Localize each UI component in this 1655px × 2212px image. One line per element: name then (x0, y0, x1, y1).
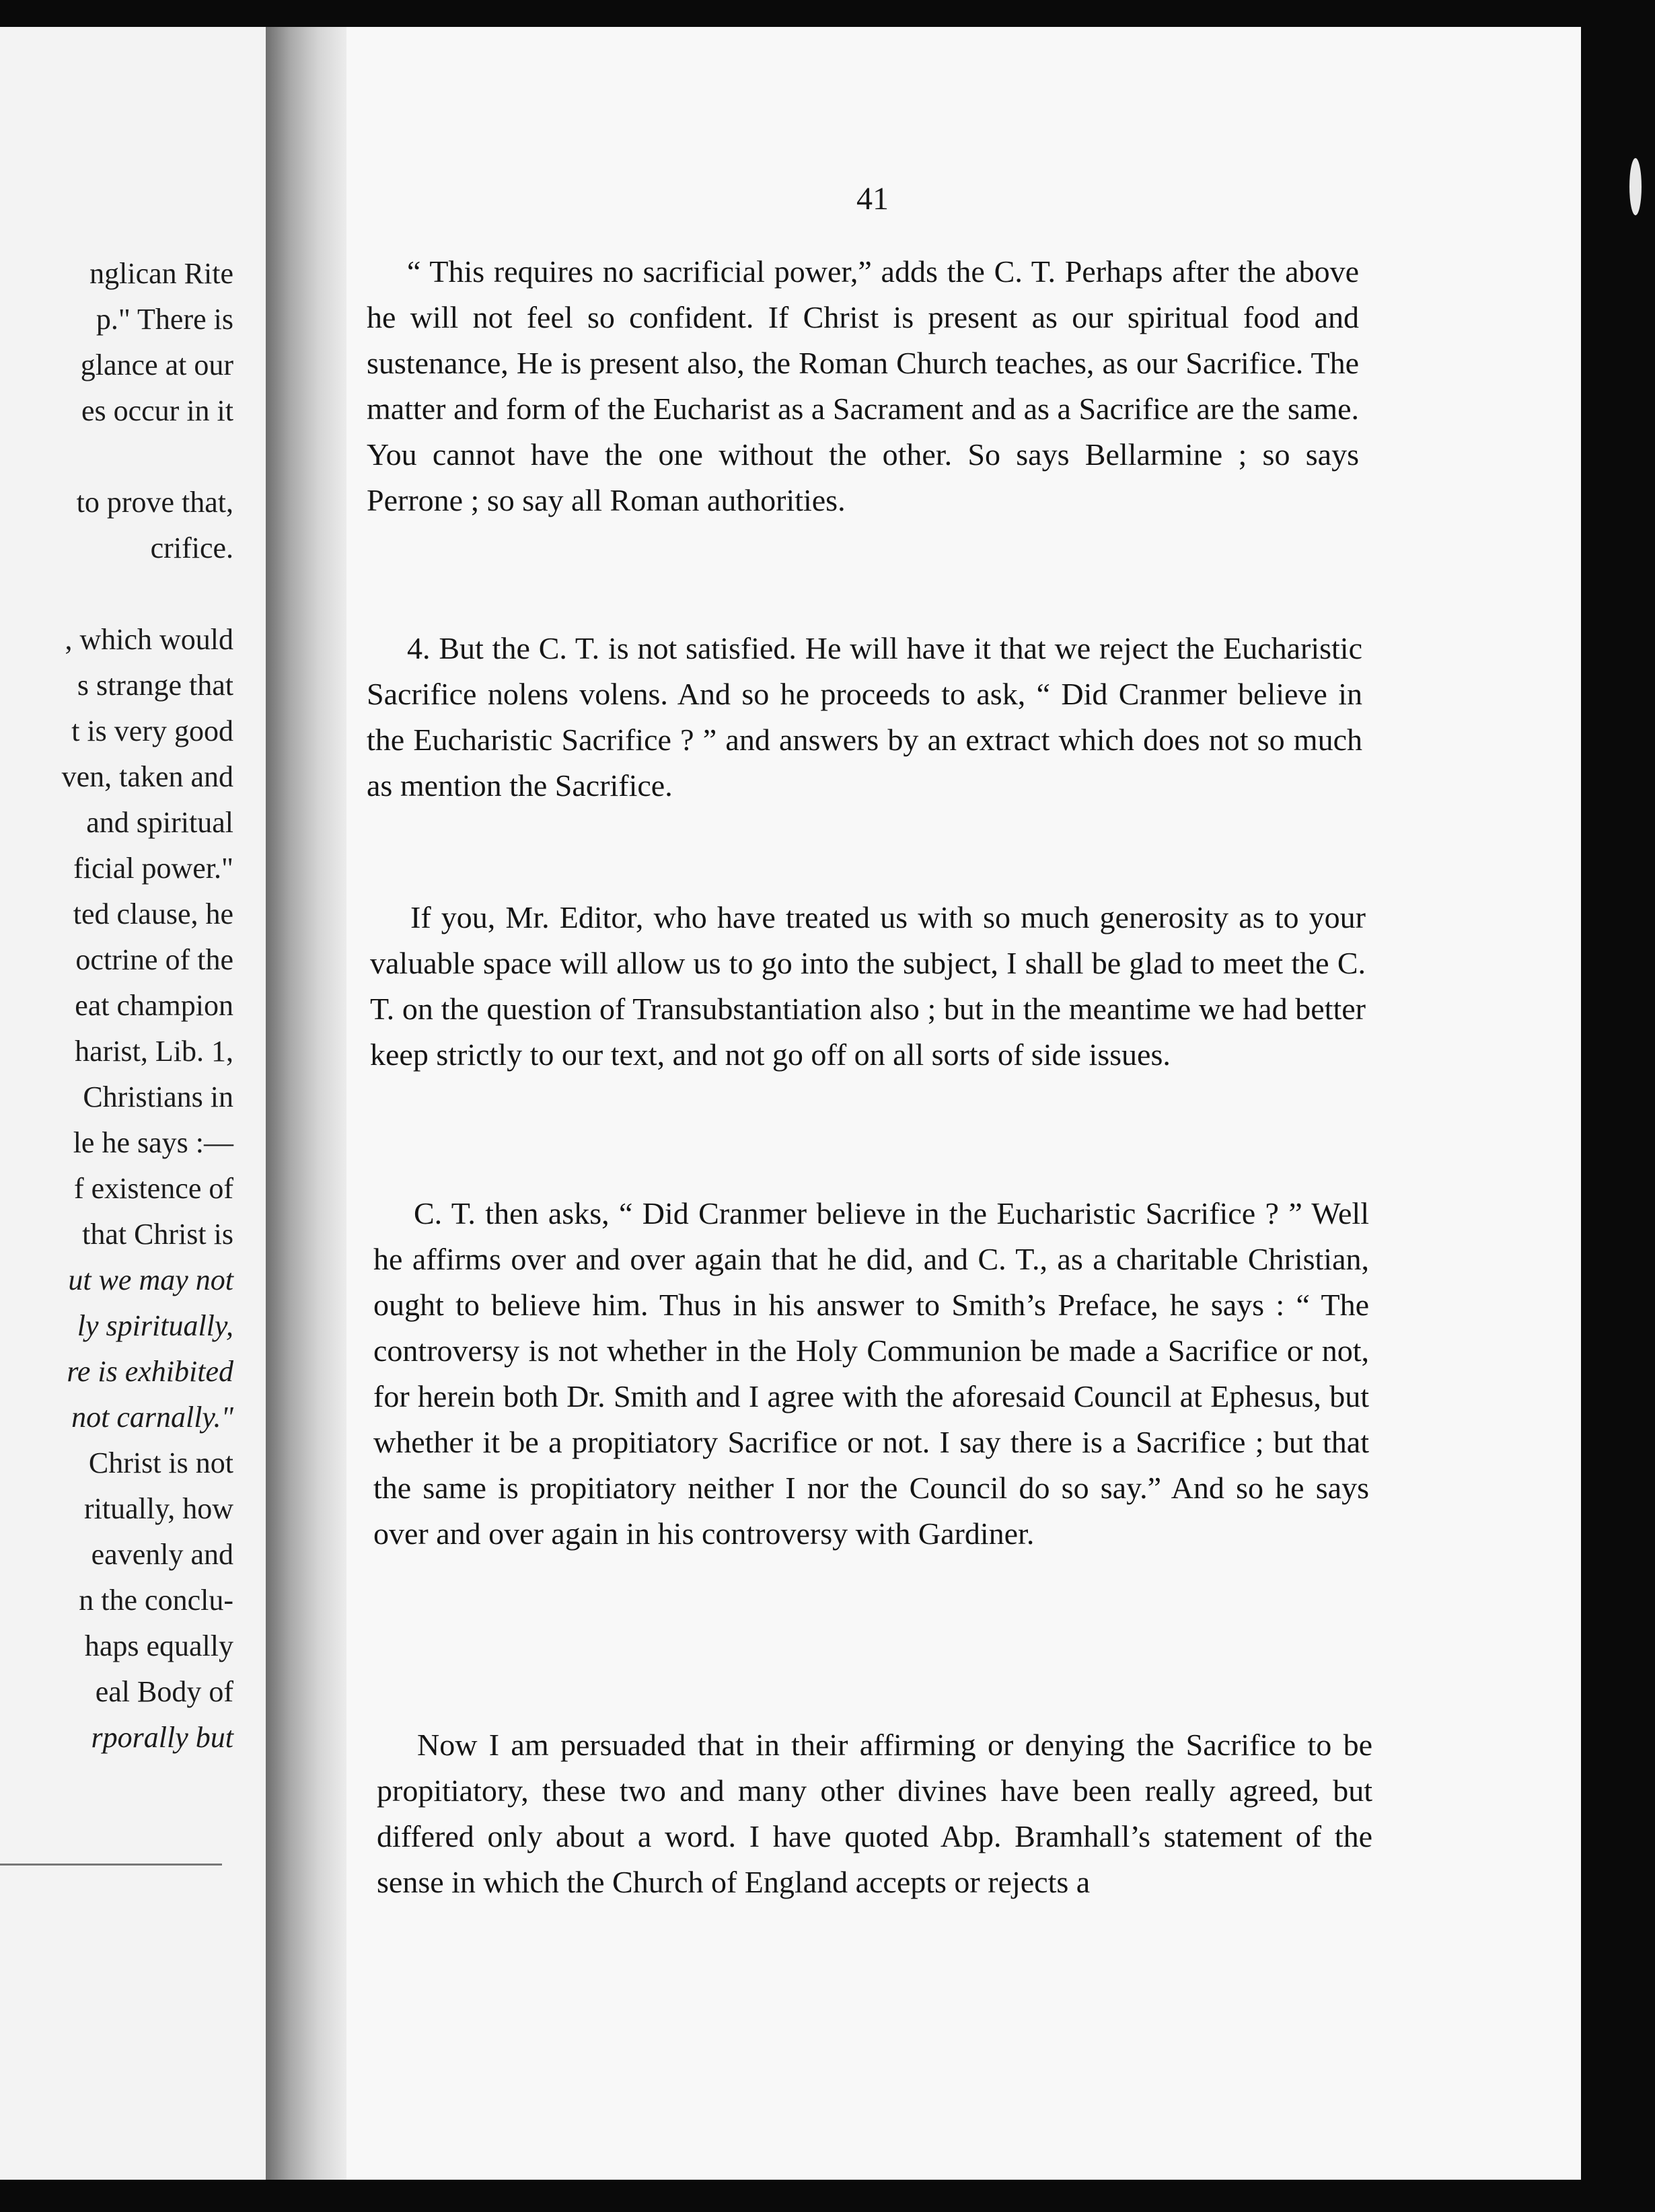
left-page-line: that Christ is (82, 1218, 233, 1251)
left-page-line: ven, taken and (61, 760, 233, 793)
left-page-line: eal Body of (95, 1675, 233, 1708)
left-page-line: le he says :— (73, 1126, 233, 1159)
left-page-line: rporally but (91, 1721, 233, 1754)
left-page-line: haps equally (84, 1629, 233, 1662)
book-gutter-shadow (266, 27, 346, 2180)
left-page-line: octrine of the (75, 943, 233, 976)
left-page-line: crifice. (150, 531, 233, 564)
left-page-line: ut we may not (68, 1263, 233, 1296)
left-page-line: not carnally." (71, 1401, 233, 1434)
left-page-line: n the conclu- (79, 1584, 233, 1617)
left-page-line: p." There is (96, 303, 233, 336)
left-page-line: ritually, how (84, 1492, 233, 1525)
left-page-line: ficial power." (73, 852, 233, 885)
paragraph-5: Now I am persuaded that in their affirming or denying the Sacrifice to be propitiatory, these two and many other divines have been really agreed, but differed only about a word. I have quoted Abp. Bramhall’s statement of the sense in which the Church of England accepts or rejects a (377, 1728, 1372, 1899)
footnote-rule (0, 1864, 222, 1866)
left-page-line: ted clause, he (73, 897, 233, 930)
paragraph-4: C. T. then asks, “ Did Cranmer believe in the Eucharistic Sacrifice ? ” Well he affirms over and over again that he did, and C. T., as a charitable Christian, ought to believe him. Thus in his answer to Smith’s Preface, he says : “ The controversy is not whether in the Holy Communion be made a Sacrifice or not, for herein both Dr. Smith and I agree with the aforesaid Council at Ephesus, but whether it be a propitiatory Sacrifice or not. I say there is a Sacrifice ; but that the same is propitiatory neither I nor the Council do so say.” And so he says over and over again in his controversy with Gardiner. (373, 1196, 1369, 1551)
left-page-line: ly spiritually, (77, 1309, 233, 1342)
paragraph-1: “ This requires no sacrificial power,” adds the C. T. Perhaps after the above he will not feel so confident. If Christ is present as our spiritual food and sustenance, He is present also, the Roman Church teaches, as our Sacrifice. The matter and form of the Eucharist as a Sacrament and as a Sacrifice are the same. You cannot have the one without the other. So says Bellarmine ; so says Perrone ; so say all Roman authorities. (367, 254, 1359, 517)
left-facing-page (0, 27, 266, 2180)
right-page (346, 27, 1581, 2180)
left-page-line: re is exhibited (67, 1355, 233, 1388)
left-page-line: t is very good (71, 714, 233, 747)
left-page-line: Christians in (83, 1080, 233, 1113)
left-page-line: Christ is not (88, 1446, 233, 1479)
left-page-line: s strange that (77, 669, 233, 702)
left-page-line: eavenly and (91, 1538, 233, 1571)
left-page-line: es occur in it (81, 394, 233, 427)
page-number: 41 (856, 181, 889, 217)
left-page-line: and spiritual (86, 806, 233, 839)
left-page-line: , which would (65, 623, 233, 656)
left-page-line: f existence of (74, 1172, 233, 1205)
left-page-line: glance at our (80, 348, 233, 381)
scan-edge-mark (1629, 158, 1642, 215)
paragraph-3: If you, Mr. Editor, who have treated us with so much generosity as to your valuable space will allow us to go into the subject, I shall be glad to meet the C. T. on the question of Transubstantiation also ; but in the meantime we had better keep strictly to our text, and not go off on all sorts of side issues. (370, 900, 1366, 1072)
paragraph-2: 4. But the C. T. is not satisfied. He will have it that we reject the Eucharistic Sacrifice nolens volens. And so he proceeds to ask, “ Did Cranmer believe in the Eucharistic Sacrifice ? ” and answers by an extract which does not so much as mention the Sacrifice. (367, 631, 1362, 803)
left-page-line: eat champion (75, 989, 233, 1022)
left-page-line: nglican Rite (89, 257, 233, 290)
left-page-line: harist, Lib. 1, (75, 1035, 233, 1068)
left-page-line: to prove that, (76, 486, 233, 519)
